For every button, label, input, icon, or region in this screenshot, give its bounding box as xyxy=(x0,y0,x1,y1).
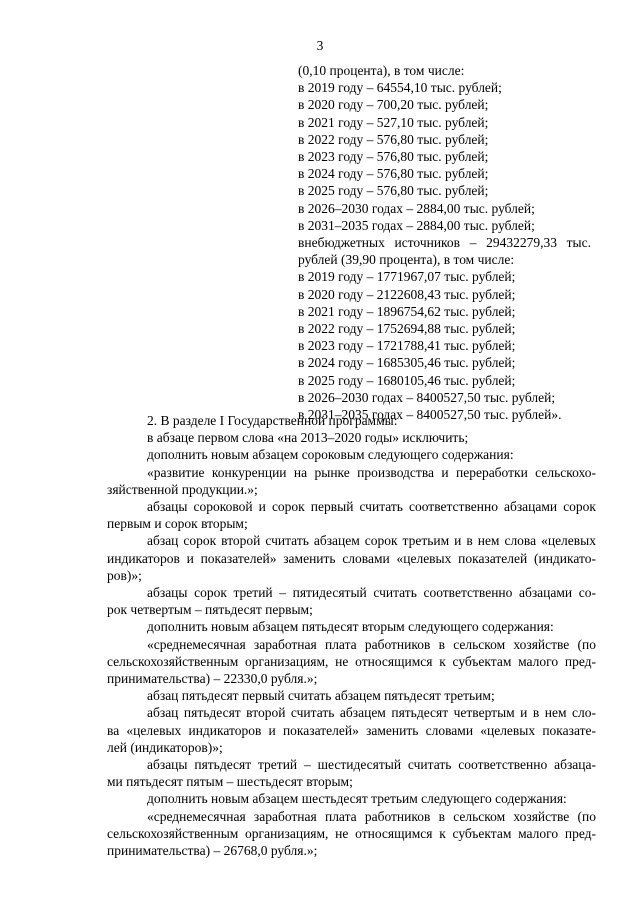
paragraph-line: абзацы сороковой и сорок первый считать соответственно абзацами сорок xyxy=(147,499,596,515)
paragraph-line: абзац сорок второй считать абзацем сорок третьим и в нем слова «целевых xyxy=(147,533,596,549)
paragraph-line: абзац пятьдесят второй считать абзацем пятьдесят четвертым и в нем сло- xyxy=(147,705,596,721)
paragraph-line: ва «целевых индикаторов и показателей» заменить словами «целевых показате- xyxy=(107,722,596,738)
funding-line: в 2031–2035 годах – 8400527,50 тыс. рублей». xyxy=(298,407,562,423)
page-number: 3 xyxy=(316,38,324,53)
section-heading: 2. В разделе I Государственной программы: xyxy=(147,413,398,428)
funding-line: в 2023 году – 1721788,41 тыс. рублей; xyxy=(298,338,516,354)
paragraph-line: абзацы сорок третий – пятидесятый считать соответственно абзацами со- xyxy=(147,585,596,601)
paragraph-line: дополнить новым абзацем сороковым следующего содержания: xyxy=(147,447,514,463)
funding-line: в 2023 году – 576,80 тыс. рублей; xyxy=(298,149,489,165)
paragraph-line: «развитие конкуренции на рынке производства и переработки сельскохо- xyxy=(147,464,596,480)
paragraph-line: первым и сорок вторым; xyxy=(107,516,248,532)
paragraph-line: «среднемесячная заработная плата работников в сельском хозяйстве (по xyxy=(147,636,596,652)
funding-breakdown-column xyxy=(298,62,591,423)
funding-line: в 2020 году – 2122608,43 тыс. рублей; xyxy=(298,286,516,302)
funding-line: в 2026–2030 годах – 8400527,50 тыс. рублей; xyxy=(298,389,556,405)
paragraph-line: лей (индикаторов)»; xyxy=(107,739,223,755)
paragraph-line: принимательства) – 22330,0 рубля.»; xyxy=(107,671,318,687)
funding-line: в 2022 году – 1752694,88 тыс. рублей; xyxy=(298,321,516,337)
funding-line: в 2031–2035 годах – 2884,00 тыс. рублей; xyxy=(298,217,535,233)
paragraph-line: «среднемесячная заработная плата работников в сельском хозяйстве (по xyxy=(147,808,596,824)
paragraph-line: абзацы пятьдесят третий – шестидесятый считать соответственно абзаца- xyxy=(147,757,596,773)
amendment-body xyxy=(107,412,596,859)
funding-line: в 2026–2030 годах – 2884,00 тыс. рублей; xyxy=(298,200,535,216)
paragraph-line: принимательства) – 26768,0 рубля.»; xyxy=(107,843,318,859)
paragraph-line: зяйственной продукции.»; xyxy=(107,481,258,497)
paragraph-line: рок четвертым – пятьдесят первым; xyxy=(107,602,313,618)
funding-line: в 2025 году – 576,80 тыс. рублей; xyxy=(298,183,489,199)
paragraph-line: сельскохозяйственным организациям, не относящимся к субъектам малого пред- xyxy=(107,653,596,669)
paragraph-line: ми пятьдесят пятым – шестьдесят вторым; xyxy=(107,774,353,790)
funding-line: в 2024 году – 576,80 тыс. рублей; xyxy=(298,166,489,182)
funding-line: в 2025 году – 1680105,46 тыс. рублей; xyxy=(298,372,516,388)
paragraph-line: индикаторов и показателей» заменить словами «целевых показателей (индикато- xyxy=(107,550,596,566)
funding-line: в 2019 году – 64554,10 тыс. рублей; xyxy=(298,80,502,96)
funding-line: в 2022 году – 576,80 тыс. рублей; xyxy=(298,131,489,147)
funding-line: внебюджетных источников – 29432279,33 тыс. xyxy=(298,235,591,251)
paragraph-line: абзац пятьдесят первый считать абзацем пятьдесят третьим; xyxy=(147,688,495,704)
funding-line: в 2021 году – 1896754,62 тыс. рублей; xyxy=(298,303,516,319)
funding-line: рублей (39,90 процента), в том числе: xyxy=(298,252,515,268)
funding-line: в 2019 году – 1771967,07 тыс. рублей; xyxy=(298,269,516,285)
funding-line: в 2021 году – 527,10 тыс. рублей; xyxy=(298,114,489,130)
paragraph-line: дополнить новым абзацем пятьдесят вторым следующего содержания: xyxy=(147,619,554,635)
paragraph-line: в абзаце первом слова «на 2013–2020 годы» исключить; xyxy=(147,430,469,446)
funding-line: в 2020 году – 700,20 тыс. рублей; xyxy=(298,97,489,113)
funding-line: в 2024 году – 1685305,46 тыс. рублей; xyxy=(298,355,516,371)
funding-line: (0,10 процента), в том числе: xyxy=(298,63,465,78)
paragraph-line: сельскохозяйственным организациям, не относящимся к субъектам малого пред- xyxy=(107,825,596,841)
paragraph-line: ров)»; xyxy=(107,567,142,583)
paragraph-line: дополнить новым абзацем шестьдесят третьим следующего содержания: xyxy=(147,791,567,807)
